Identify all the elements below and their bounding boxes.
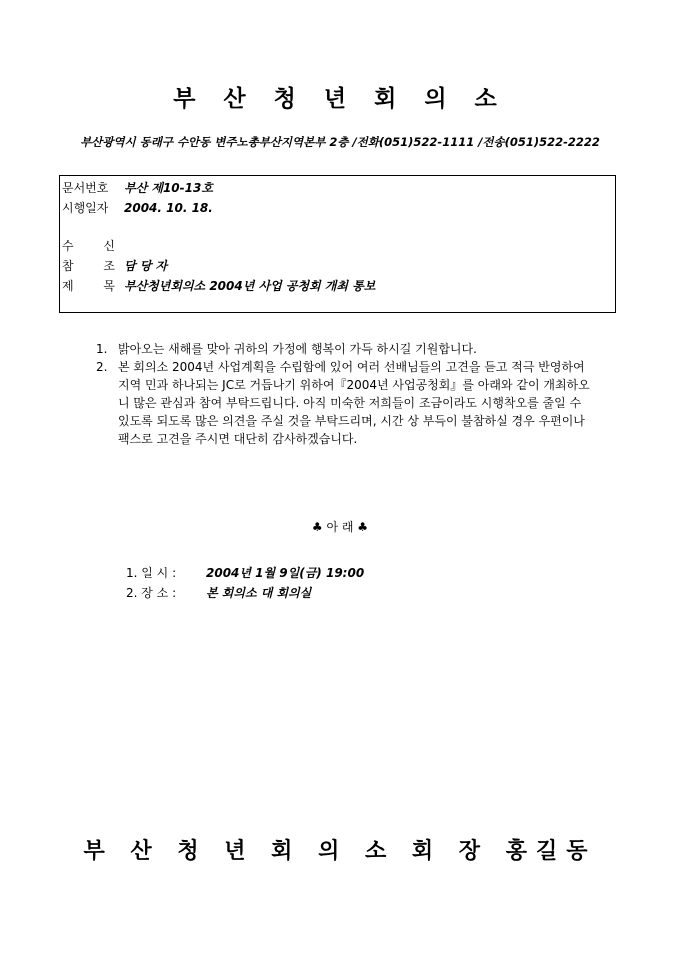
recipient-label: 수 신 [62, 239, 128, 253]
reference-label: 참 조 [62, 259, 128, 273]
body-paragraph [96, 358, 596, 448]
doc-number-label: 문서번호 [62, 181, 109, 195]
date-row [62, 199, 213, 216]
notice-item-label: 2. 장 소 : [126, 586, 177, 600]
address-line: 부산광역시 동래구 수안동 변주노총부산지역본부 2층 /전화(051)522-1111 /전송(051)522-2222 [80, 135, 600, 149]
doc-number-value: 부산 제10-13호 [124, 181, 213, 195]
doc-number-row [62, 179, 213, 196]
notice-item-datetime [126, 564, 364, 581]
subject-label: 제 목 [62, 279, 128, 293]
paragraph-text: 본 회의소 2004년 사업계획을 수립함에 있어 여러 선배님들의 고견을 듣고 적극 반영하여 지역 민과 하나되는 JC로 거듭나기 위하여『2004년 사업공청회』를 아래와 같이 개최하오니 많은 관심과 참여 부탁드립니다. 아직 미숙한 저희들이 조금이라도 시행착오를 줄일 수 있도록 되도록 많은 의견을 주실 것을 부탁드리며, 시간 상 부득이 불참하실 경우 우편이나 팩스로 고견을 주시면 대단히 감사하겠습니다. [118, 360, 590, 446]
notice-item-value: 본 회의소 대 회의실 [206, 586, 312, 600]
notice-item-place [126, 584, 311, 601]
body-paragraph [96, 340, 596, 358]
notice-heading: ♣ 아 래 ♣ [311, 520, 369, 534]
reference-value: 담 당 자 [124, 259, 168, 273]
date-label: 시행일자 [62, 201, 109, 215]
body-text [96, 340, 596, 448]
reference-row [62, 257, 167, 274]
subject-value: 부산청년회의소 2004년 사업 공청회 개최 통보 [124, 279, 376, 293]
document-header-box [59, 175, 616, 313]
notice-item-label: 1. 일 시 : [126, 566, 177, 580]
date-value: 2004. 10. 18. [124, 201, 213, 215]
organization-title: 부 산 청 년 회 의 소 [173, 85, 507, 112]
paragraph-number: 2. [96, 360, 108, 374]
notice-item-value: 2004년 1월 9일(금) 19:00 [206, 566, 365, 580]
paragraph-number: 1. [96, 342, 108, 356]
signature-line: 부 산 청 년 회 의 소 회 장 홍길동 [83, 838, 597, 864]
recipient-row [62, 237, 128, 254]
subject-row [62, 277, 375, 294]
paragraph-text: 밝아오는 새해를 맞아 귀하의 가정에 행복이 가득 하시길 기원합니다. [118, 342, 477, 356]
